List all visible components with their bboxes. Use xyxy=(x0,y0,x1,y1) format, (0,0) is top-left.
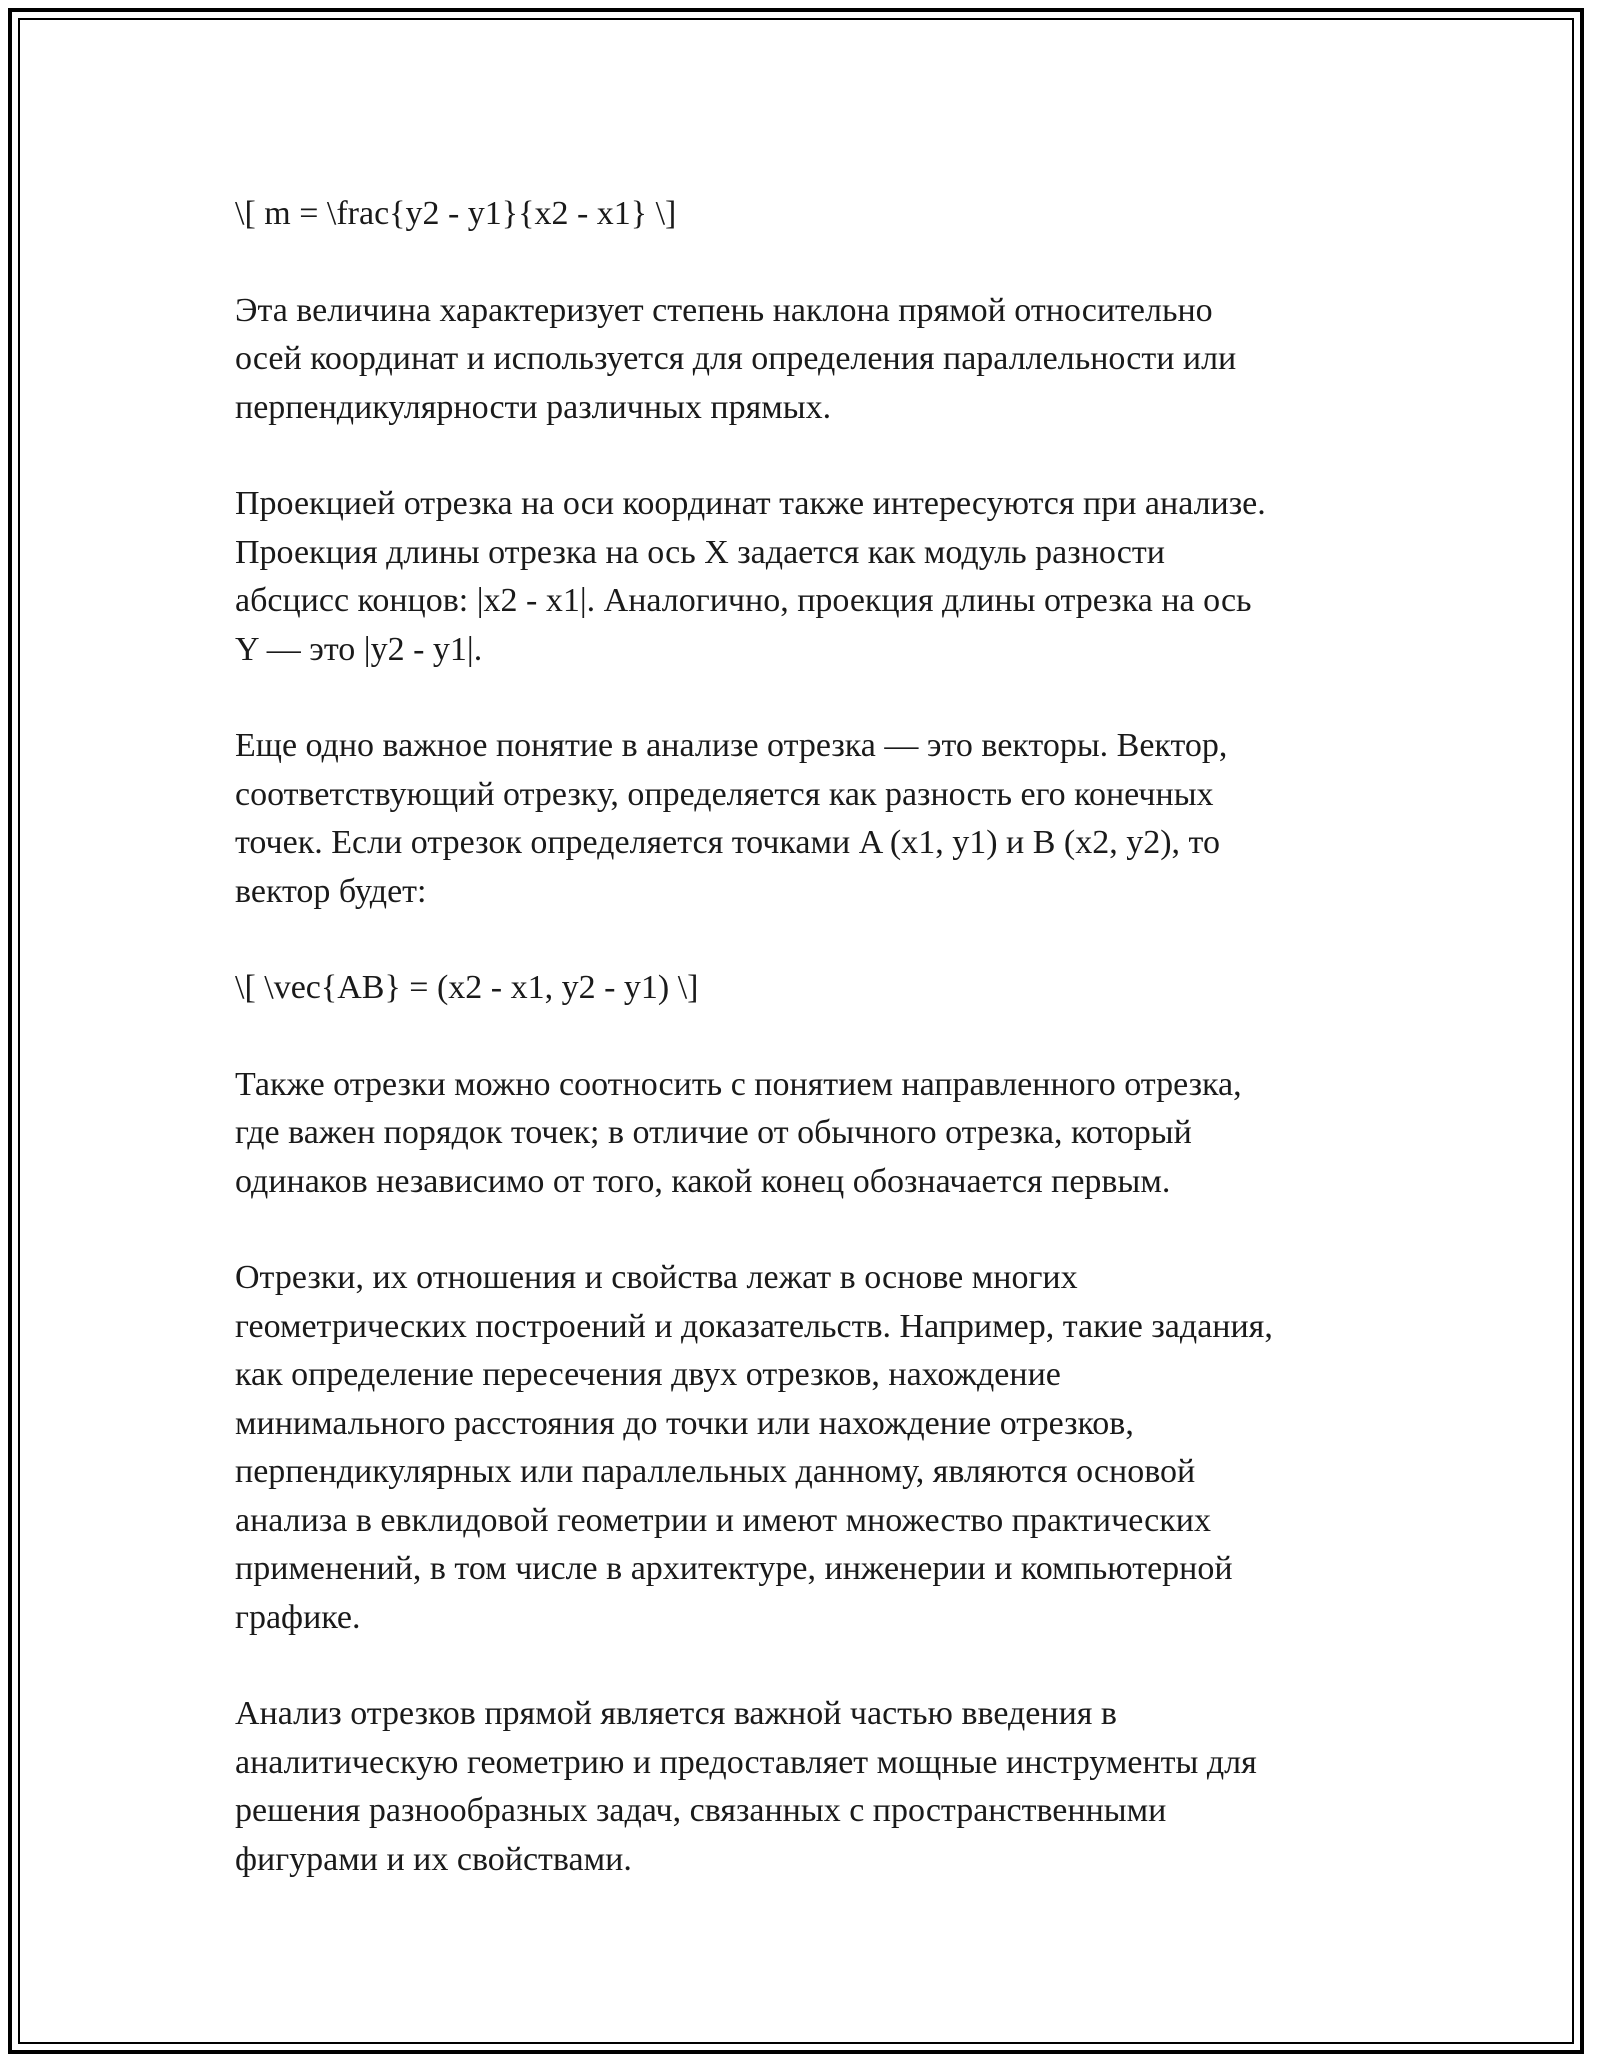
paragraph-directed-segment: Также отрезки можно соотносить с понятием направленного отрезка, где важен порядок точек; в отличие от обычного отрезка, который одинаков независимо от того, какой конец обозначается первым. xyxy=(235,1065,1242,1200)
document-body xyxy=(235,190,1375,1932)
formula-vector: \[ \vec{AB} = (x2 - x1, y2 - y1) \] xyxy=(235,969,699,1006)
paragraph-constructions: Отрезки, их отношения и свойства лежат в основе многих геометрических построений и доказательств. Например, такие задания, как определение пересечения двух отрезков, нахождение минимального расстояния до точки или нахождение отрезков, перпендикулярных или параллельных данному, являются основой анализа в евклидовой геометрии и имеют множество практических применений, в том числе в архитектуре, инженерии и компьютерной графике. xyxy=(235,1259,1273,1636)
paragraph-conclusion: Анализ отрезков прямой является важной частью введения в аналитическую геометрию и предоставляет мощные инструменты для решения разнообразных задач, связанных с пространственными фигурами и их свойствами. xyxy=(235,1695,1257,1878)
paragraph-projection: Проекцией отрезка на оси координат также интересуются при анализе. Проекция длины отрезка на ось X задается как модуль разности абсцисс концов: |x2 - x1|. Аналогично, проекция длины отрезка на ось Y — это |y2 - y1|. xyxy=(235,485,1266,668)
paragraph-vectors: Еще одно важное понятие в анализе отрезка — это векторы. Вектор, соответствующий отрезку, определяется как разность его конечных точек. Если отрезок определяется точками A (x1, y1) и B (x2, y2), то вектор будет: xyxy=(235,727,1228,910)
paragraph-slope-meaning: Эта величина характеризует степень наклона прямой относительно осей координат и используется для определения параллельности или перпендикулярности различных прямых. xyxy=(235,291,1237,426)
formula-slope: \[ m = \frac{y2 - y1}{x2 - x1} \] xyxy=(235,195,677,232)
